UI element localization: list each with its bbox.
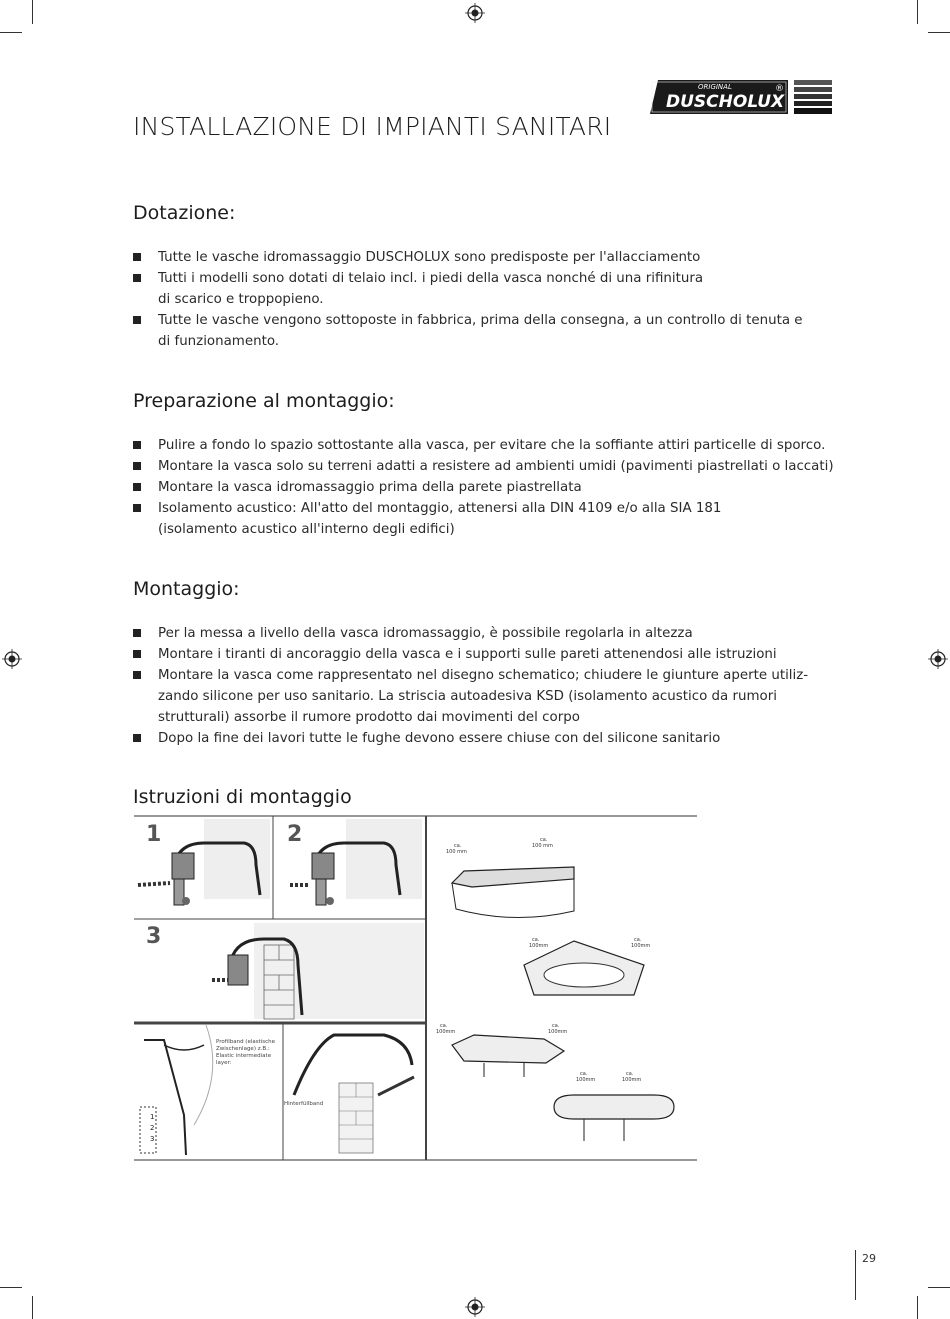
tiled-wall-drawing-3 [212, 923, 424, 1019]
crop-mark [32, 1296, 33, 1319]
crop-mark [0, 32, 22, 33]
section-title-preparazione: Preparazione al montaggio: [133, 390, 395, 412]
list-item: Montare i tiranti di ancoraggio della vasca e i supporti sulle pareti attenendosi alle istruzioni [133, 644, 853, 665]
dimension-prefix: ca. [532, 937, 540, 943]
list-item: Montare la vasca idromassaggio prima della parete piastrellata [133, 477, 853, 498]
oval-bath-drawing [554, 1071, 674, 1141]
logo-registered-mark: ® [775, 84, 784, 94]
dimension-prefix: ca. [626, 1071, 634, 1077]
installation-diagram [134, 815, 697, 1162]
section-title-montaggio: Montaggio: [133, 578, 240, 600]
duscholux-logo [648, 76, 834, 118]
dimension-label: 100mm [622, 1077, 642, 1083]
profile-note-line: Profilband (elastische [216, 1039, 276, 1045]
list-item: Isolamento acustico: All'atto del montaggio, attenersi alla DIN 4109 e/o alla SIA 181 (isolamento acustico all'interno degli edifici) [133, 498, 853, 540]
registration-mark-icon [2, 649, 22, 669]
logo-brand-text: DUSCHOLUX [666, 92, 785, 112]
list-item: Tutti i modelli sono dotati di telaio incl. i piedi della vasca nonché di una rifinitura di scarico e troppopieno. [133, 268, 853, 310]
list-item: Tutte le vasche idromassaggio DUSCHOLUX sono predisposte per l'allacciamento [133, 247, 853, 268]
dimension-prefix: ca. [580, 1071, 588, 1077]
layer-number: 2 [150, 1124, 155, 1132]
dimension-prefix: ca. [454, 843, 462, 849]
registration-mark-icon [465, 3, 485, 23]
bullet-list-montaggio [133, 623, 853, 749]
sealing-detail-drawing [140, 1025, 276, 1155]
bullet-list-preparazione [133, 435, 853, 540]
step-label-1: 1 [146, 822, 162, 847]
crop-mark [917, 0, 918, 24]
corner-bath-drawing [524, 937, 650, 995]
logo-original-text: ORIGINAL [698, 83, 732, 91]
rectangular-bath-drawing [446, 837, 574, 918]
fill-note: Hinterfüllband [284, 1101, 324, 1107]
tub-edge-drawing [284, 1035, 414, 1153]
section-title-dotazione: Dotazione: [133, 202, 236, 224]
bullet-list-dotazione [133, 247, 853, 352]
step-label-3: 3 [146, 924, 162, 949]
crop-mark [917, 1296, 918, 1319]
page-number: 29 [862, 1252, 876, 1265]
profile-note-line: layer: [216, 1060, 232, 1066]
dimension-prefix: ca. [440, 1023, 448, 1029]
crop-mark [0, 1287, 22, 1288]
dimension-prefix: ca. [552, 1023, 560, 1029]
section-title-istruzioni: Istruzioni di montaggio [133, 786, 352, 808]
layer-number: 3 [150, 1135, 155, 1143]
crop-mark [32, 0, 33, 24]
crop-mark [928, 32, 950, 33]
dimension-label: 100mm [576, 1077, 596, 1083]
wall-bracket-drawing-2 [290, 819, 422, 905]
registration-mark-icon [465, 1297, 485, 1317]
dimension-label: 100mm [548, 1029, 568, 1035]
dimension-label: 100 mm [446, 849, 467, 855]
profile-note-line: Elastic intermediate [216, 1053, 272, 1059]
step-label-2: 2 [287, 822, 303, 847]
list-item: Per la messa a livello della vasca idromassaggio, è possibile regolarla in altezza [133, 623, 853, 644]
list-item: Montare la vasca solo su terreni adatti a resistere ad ambienti umidi (pavimenti piastrellati o laccati) [133, 456, 853, 477]
page-number-rule [855, 1250, 856, 1300]
list-item: Pulire a fondo lo spazio sottostante alla vasca, per evitare che la soffiante attiri particelle di sporco. [133, 435, 853, 456]
page-title: INSTALLAZIONE DI IMPIANTI SANITARI [133, 112, 612, 141]
dimension-prefix: ca. [540, 837, 548, 843]
dimension-label: 100mm [529, 943, 549, 949]
list-item: Montare la vasca come rappresentato nel disegno schematico; chiudere le giunture aperte utiliz- zando silicone per uso sanitario. La striscia autoadesiva KSD (isolamento acustico da rumori strutturali) assorbe il rumore prodotto dai movimenti del corpo [133, 665, 853, 728]
dimension-label: 100mm [631, 943, 651, 949]
list-item: Dopo la fine dei lavori tutte le fughe devono essere chiuse con del silicone sanitario [133, 728, 853, 749]
dimension-label: 100 mm [532, 843, 553, 849]
crop-mark [928, 1287, 950, 1288]
layer-number: 1 [150, 1113, 155, 1121]
dimension-prefix: ca. [634, 937, 642, 943]
list-item: Tutte le vasche vengono sottoposte in fabbrica, prima della consegna, a un controllo di tenuta e di funzionamento. [133, 310, 853, 352]
profile-note-line: Zwischenlage) z.B.: [216, 1046, 270, 1052]
hexagonal-bath-drawing [436, 1023, 567, 1077]
registration-mark-icon [928, 649, 948, 669]
dimension-label: 100mm [436, 1029, 456, 1035]
